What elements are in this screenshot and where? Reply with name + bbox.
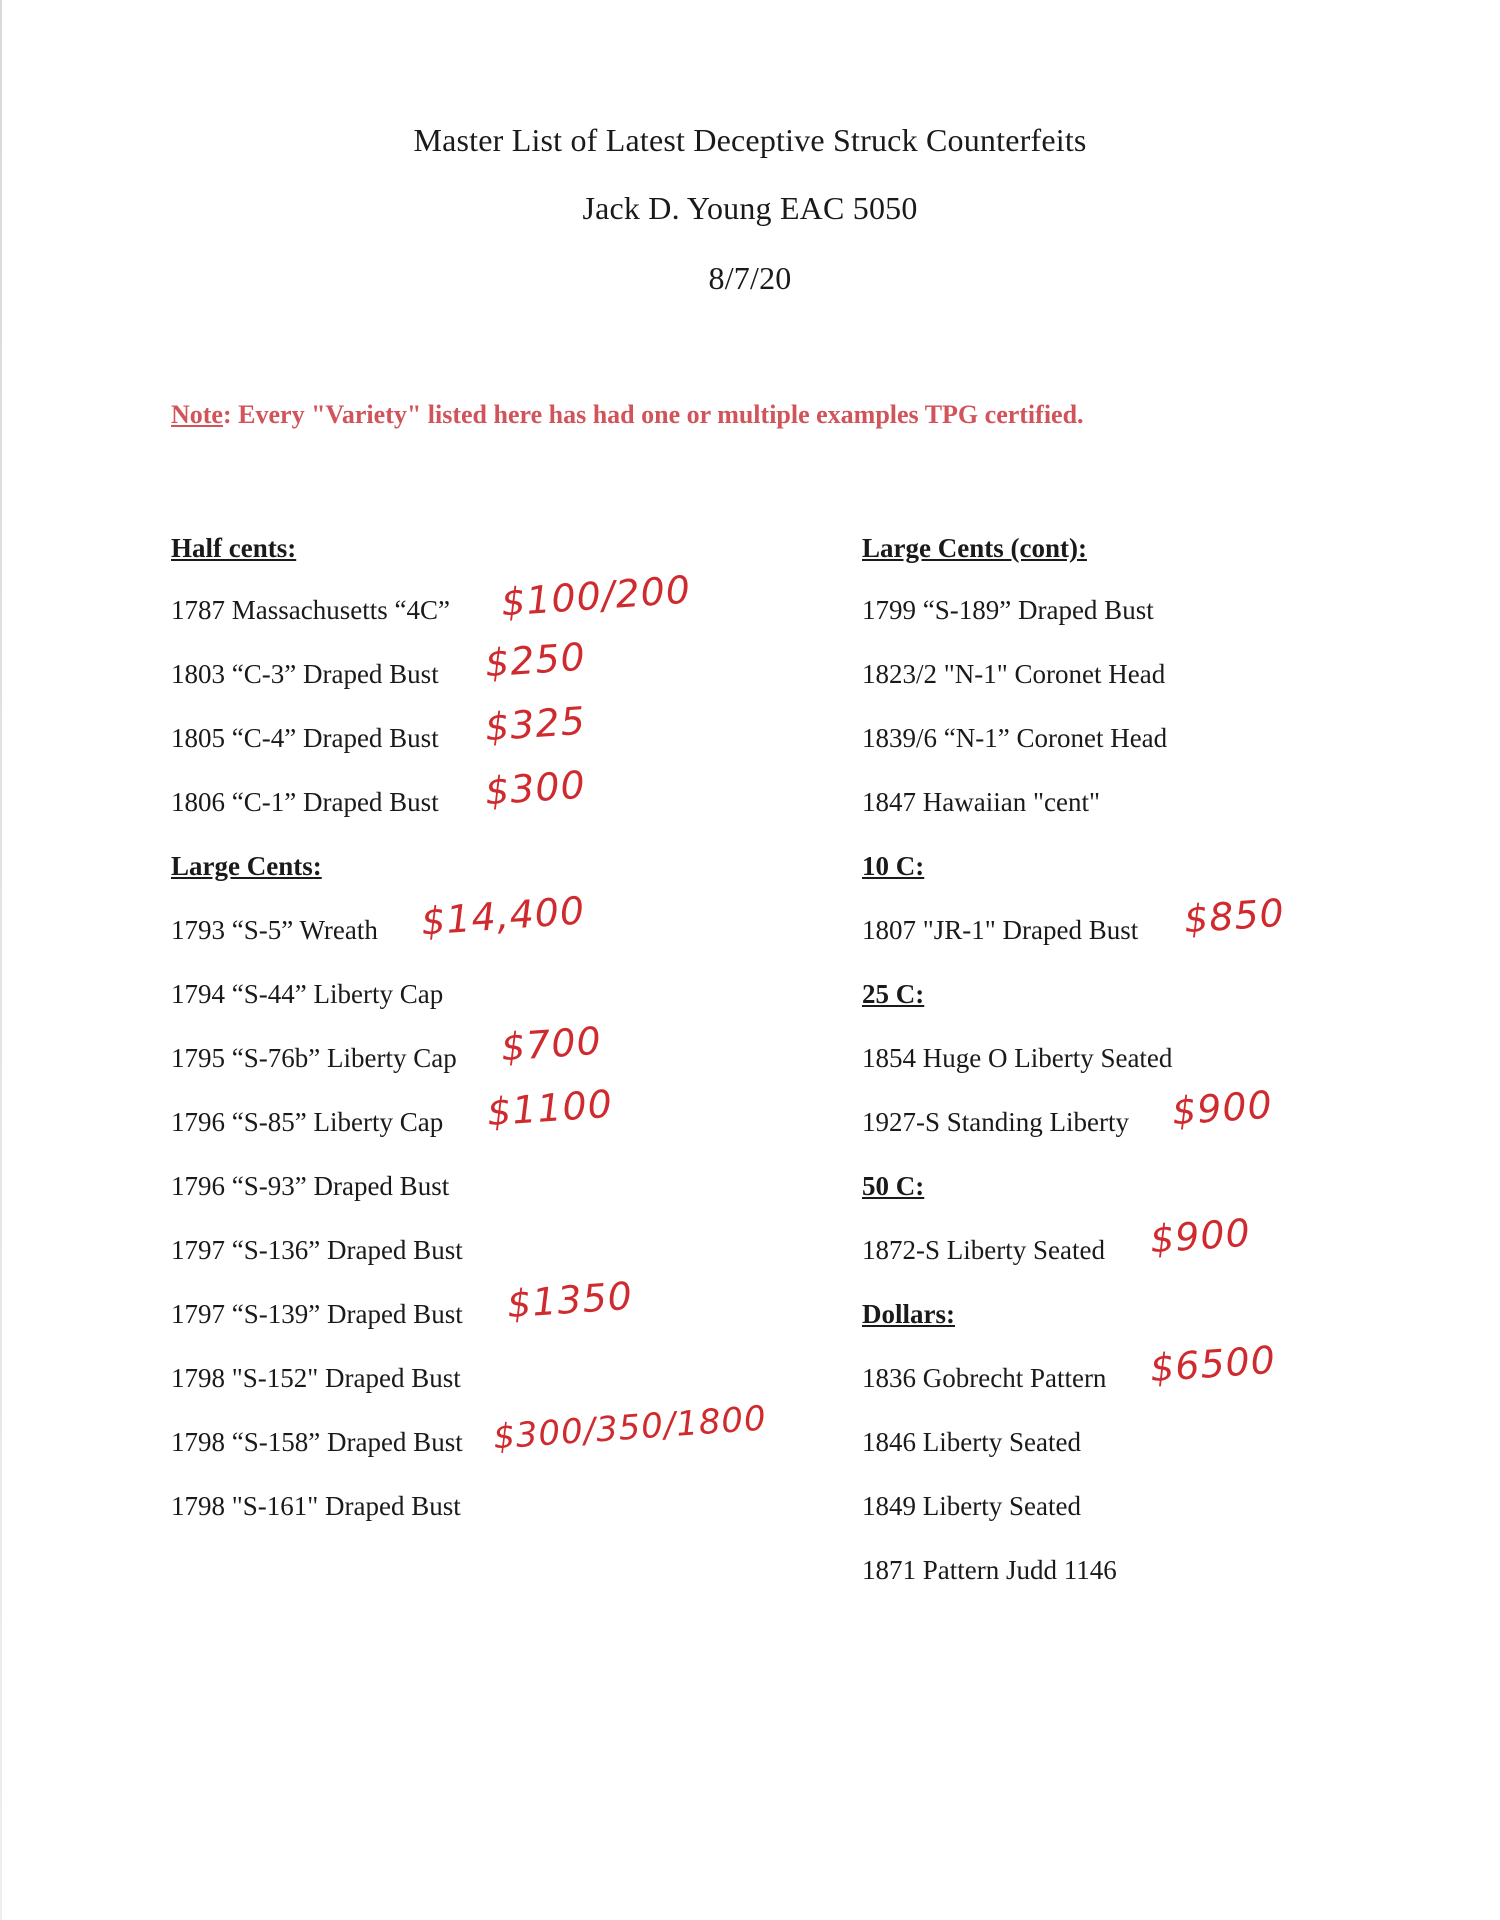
item-label: 1798 "S-152" Draped Bust xyxy=(171,1363,461,1393)
note-label: Note xyxy=(171,400,223,429)
list-item xyxy=(862,890,1287,950)
list-item xyxy=(171,1273,635,1334)
document-author: Jack D. Young EAC 5050 xyxy=(582,190,918,226)
item-label: 1796 “S-85” Liberty Cap xyxy=(171,1107,444,1137)
item-label: 1797 “S-136” Draped Bust xyxy=(171,1235,463,1265)
item-label: 1872-S Liberty Seated xyxy=(862,1235,1105,1265)
list-item xyxy=(171,1486,461,1526)
note-text: : Every "Variety" listed here has had one or multiple examples TPG certified. xyxy=(222,400,1084,429)
item-label: 1807 "JR-1" Draped Bust xyxy=(862,915,1139,945)
list-item xyxy=(171,698,588,758)
document-date: 8/7/20 xyxy=(708,260,792,296)
item-label: 1787 Massachusetts “4C” xyxy=(171,595,450,625)
handwritten-price: $300 xyxy=(483,762,588,814)
list-item xyxy=(862,590,1154,630)
list-item xyxy=(171,634,588,694)
handwritten-price: $900 xyxy=(1148,1210,1253,1262)
section-heading-large-cents-cont: Large Cents (cont): xyxy=(862,533,1087,563)
item-label: 1803 “C-3” Draped Bust xyxy=(171,659,439,689)
section-heading-50c: 50 C: xyxy=(862,1171,925,1201)
item-label: 1927-S Standing Liberty xyxy=(862,1107,1129,1137)
item-label: 1798 "S-161" Draped Bust xyxy=(171,1491,461,1521)
item-label: 1793 “S-5” Wreath xyxy=(171,915,378,945)
item-label: 1854 Huge O Liberty Seated xyxy=(862,1043,1173,1073)
list-item xyxy=(862,1082,1275,1142)
item-label: 1847 Hawaiian "cent" xyxy=(862,787,1100,817)
list-item xyxy=(862,1550,1117,1590)
list-item xyxy=(171,888,587,950)
item-label: 1806 “C-1” Draped Bust xyxy=(171,787,439,817)
certification-note xyxy=(171,400,1084,430)
item-label: 1799 “S-189” Draped Bust xyxy=(862,595,1154,625)
item-label: 1795 “S-76b” Liberty Cap xyxy=(171,1043,457,1073)
list-item xyxy=(862,1422,1081,1462)
handwritten-price: $300/350/1800 xyxy=(491,1398,768,1458)
handwritten-price: $700 xyxy=(499,1018,604,1070)
list-item xyxy=(862,1486,1081,1526)
handwritten-price: $900 xyxy=(1170,1082,1275,1134)
handwritten-price: $850 xyxy=(1182,890,1287,942)
handwritten-price: $100/200 xyxy=(499,567,693,625)
list-item xyxy=(171,1166,449,1206)
list-item xyxy=(862,654,1165,694)
section-heading-25c: 25 C: xyxy=(862,979,925,1009)
item-label: 1796 “S-93” Draped Bust xyxy=(171,1171,450,1201)
item-label: 1846 Liberty Seated xyxy=(862,1427,1081,1457)
list-item xyxy=(862,718,1167,758)
handwritten-price: $250 xyxy=(483,634,588,686)
item-label: 1871 Pattern Judd 1146 xyxy=(862,1555,1117,1585)
item-label: 1798 “S-158” Draped Bust xyxy=(171,1427,463,1457)
list-item xyxy=(171,1230,463,1270)
item-label: 1794 “S-44” Liberty Cap xyxy=(171,979,444,1009)
item-label: 1805 “C-4” Draped Bust xyxy=(171,723,439,753)
handwritten-price: $1350 xyxy=(505,1273,635,1327)
item-label: 1797 “S-139” Draped Bust xyxy=(171,1299,463,1329)
handwritten-price: $14,400 xyxy=(419,888,587,944)
list-item xyxy=(171,1018,604,1078)
item-label: 1839/6 “N-1” Coronet Head xyxy=(862,723,1168,753)
section-heading-large-cents: Large Cents: xyxy=(171,851,322,881)
list-item xyxy=(171,567,693,630)
section-heading-10c: 10 C: xyxy=(862,851,925,881)
handwritten-price: $325 xyxy=(483,698,588,750)
item-label: 1823/2 "N-1" Coronet Head xyxy=(862,659,1166,689)
section-heading-half-cents: Half cents: xyxy=(171,533,297,563)
list-item xyxy=(171,974,443,1014)
list-item xyxy=(862,1337,1278,1398)
list-item xyxy=(171,1081,615,1142)
item-label: 1849 Liberty Seated xyxy=(862,1491,1081,1521)
list-item xyxy=(171,1358,461,1398)
list-item xyxy=(862,1038,1172,1078)
list-item xyxy=(171,1398,768,1462)
list-item xyxy=(862,1210,1253,1270)
handwritten-price: $6500 xyxy=(1148,1337,1278,1391)
section-heading-dollars: Dollars: xyxy=(862,1299,955,1329)
list-item xyxy=(862,782,1100,822)
item-label: 1836 Gobrecht Pattern xyxy=(862,1363,1107,1393)
list-item xyxy=(171,762,588,822)
document-title: Master List of Latest Deceptive Struck Counterfeits xyxy=(413,122,1087,158)
handwritten-price: $1100 xyxy=(485,1081,615,1135)
